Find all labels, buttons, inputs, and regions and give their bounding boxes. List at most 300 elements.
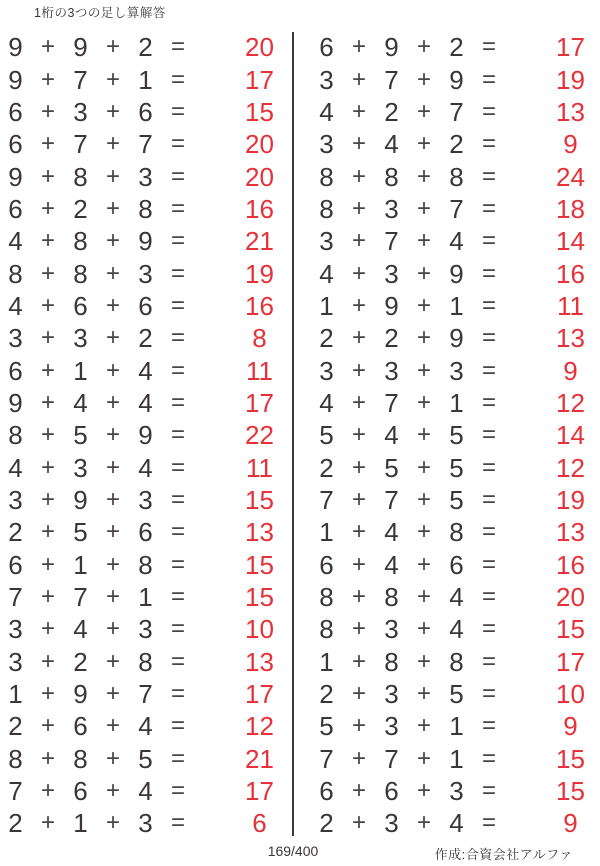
addend-2: 6 — [73, 711, 88, 742]
answer-value: 16 — [556, 549, 585, 580]
addend-2: 9 — [384, 290, 399, 321]
addend-3: 8 — [449, 517, 464, 548]
addend-1: 8 — [319, 582, 334, 613]
answer-value: 20 — [245, 32, 274, 63]
problem-row — [319, 387, 600, 419]
addend-1: 7 — [8, 776, 23, 807]
addend-2: 9 — [73, 32, 88, 63]
addend-2: 7 — [384, 387, 399, 418]
addend-2: 8 — [73, 743, 88, 774]
plus-sign: + — [416, 259, 431, 287]
plus-sign: + — [40, 485, 55, 513]
answer-value: 12 — [245, 711, 274, 742]
addend-3: 4 — [449, 582, 464, 613]
addend-2: 9 — [384, 32, 399, 63]
equals-sign: = — [170, 194, 185, 222]
plus-sign: + — [416, 453, 431, 481]
problem-row — [319, 322, 600, 354]
addend-2: 4 — [384, 420, 399, 451]
answer-value: 17 — [245, 64, 274, 95]
plus-sign: + — [351, 518, 366, 546]
plus-sign: + — [351, 227, 366, 255]
plus-sign: + — [416, 388, 431, 416]
problem-row — [8, 484, 316, 516]
addend-2: 7 — [384, 484, 399, 515]
plus-sign: + — [40, 356, 55, 384]
equals-sign: = — [481, 194, 496, 222]
answer-value: 15 — [556, 614, 585, 645]
addend-1: 9 — [8, 161, 23, 192]
plus-sign: + — [416, 744, 431, 772]
equals-sign: = — [170, 485, 185, 513]
page-title: 1桁の3つの足し算解答 — [34, 6, 166, 20]
equals-sign: = — [481, 227, 496, 255]
problem-row — [319, 646, 600, 678]
addend-2: 1 — [73, 355, 88, 386]
addend-3: 9 — [449, 258, 464, 289]
answer-value: 16 — [556, 258, 585, 289]
equals-sign: = — [170, 162, 185, 190]
plus-sign: + — [40, 324, 55, 352]
problem-row — [319, 225, 600, 257]
answer-value: 13 — [245, 517, 274, 548]
answer-value: 12 — [556, 452, 585, 483]
answer-value: 17 — [556, 32, 585, 63]
plus-sign: + — [40, 680, 55, 708]
problem-row — [319, 743, 600, 775]
problem-row — [8, 128, 316, 160]
plus-sign: + — [40, 744, 55, 772]
plus-sign: + — [351, 130, 366, 158]
problems-column-right — [319, 31, 600, 840]
problem-row — [319, 678, 600, 710]
equals-sign: = — [170, 421, 185, 449]
equals-sign: = — [170, 550, 185, 578]
addend-2: 9 — [73, 484, 88, 515]
addend-2: 4 — [73, 614, 88, 645]
answer-value: 11 — [246, 452, 273, 483]
addend-1: 2 — [319, 452, 334, 483]
addend-2: 7 — [384, 743, 399, 774]
plus-sign: + — [416, 291, 431, 319]
addend-1: 1 — [319, 517, 334, 548]
addend-3: 9 — [449, 64, 464, 95]
equals-sign: = — [170, 583, 185, 611]
addend-2: 8 — [73, 258, 88, 289]
answer-value: 13 — [556, 96, 585, 127]
addend-3: 7 — [138, 129, 153, 160]
plus-sign: + — [40, 65, 55, 93]
equals-sign: = — [170, 615, 185, 643]
plus-sign: + — [105, 227, 120, 255]
addend-2: 7 — [384, 226, 399, 257]
equals-sign: = — [170, 324, 185, 352]
addend-2: 4 — [384, 517, 399, 548]
addend-2: 3 — [384, 808, 399, 839]
addend-2: 8 — [384, 161, 399, 192]
addend-1: 3 — [319, 129, 334, 160]
equals-sign: = — [170, 356, 185, 384]
problem-row — [8, 257, 316, 289]
problem-row — [319, 710, 600, 742]
addend-3: 4 — [138, 452, 153, 483]
problem-row — [319, 63, 600, 95]
plus-sign: + — [40, 130, 55, 158]
addend-1: 6 — [319, 32, 334, 63]
addend-2: 1 — [73, 549, 88, 580]
plus-sign: + — [40, 33, 55, 61]
answer-value: 14 — [556, 226, 585, 257]
addend-1: 5 — [319, 711, 334, 742]
equals-sign: = — [481, 518, 496, 546]
answer-value: 17 — [245, 679, 274, 710]
equals-sign: = — [481, 324, 496, 352]
problem-row — [319, 96, 600, 128]
plus-sign: + — [351, 647, 366, 675]
problem-row — [8, 354, 316, 386]
plus-sign: + — [351, 291, 366, 319]
equals-sign: = — [481, 259, 496, 287]
problem-row — [8, 646, 316, 678]
equals-sign: = — [481, 712, 496, 740]
plus-sign: + — [105, 777, 120, 805]
problem-row — [319, 257, 600, 289]
plus-sign: + — [416, 194, 431, 222]
problem-row — [319, 193, 600, 225]
plus-sign: + — [351, 550, 366, 578]
plus-sign: + — [416, 485, 431, 513]
plus-sign: + — [105, 356, 120, 384]
addend-2: 3 — [73, 452, 88, 483]
equals-sign: = — [170, 809, 185, 837]
addend-2: 3 — [384, 355, 399, 386]
problem-row — [319, 775, 600, 807]
answer-value: 15 — [245, 484, 274, 515]
addend-3: 4 — [138, 776, 153, 807]
answer-value: 15 — [245, 96, 274, 127]
equals-sign: = — [481, 777, 496, 805]
addend-1: 8 — [8, 420, 23, 451]
answer-value: 10 — [556, 679, 585, 710]
addend-1: 7 — [319, 484, 334, 515]
equals-sign: = — [481, 680, 496, 708]
problem-row — [8, 387, 316, 419]
addend-3: 6 — [138, 517, 153, 548]
plus-sign: + — [40, 583, 55, 611]
addend-1: 1 — [319, 290, 334, 321]
addend-3: 8 — [138, 646, 153, 677]
problem-row — [319, 128, 600, 160]
plus-sign: + — [351, 421, 366, 449]
plus-sign: + — [351, 324, 366, 352]
addend-2: 4 — [384, 129, 399, 160]
problem-row — [319, 160, 600, 192]
addend-1: 6 — [8, 549, 23, 580]
column-divider-line — [292, 32, 294, 836]
addend-2: 5 — [73, 517, 88, 548]
addend-2: 4 — [73, 387, 88, 418]
addend-3: 6 — [138, 96, 153, 127]
addend-3: 2 — [138, 323, 153, 354]
addend-1: 9 — [8, 387, 23, 418]
equals-sign: = — [170, 744, 185, 772]
plus-sign: + — [416, 97, 431, 125]
addend-1: 8 — [8, 743, 23, 774]
plus-sign: + — [105, 744, 120, 772]
plus-sign: + — [40, 162, 55, 190]
answer-value: 17 — [245, 776, 274, 807]
answer-value: 18 — [556, 193, 585, 224]
addend-3: 3 — [138, 161, 153, 192]
problem-row — [8, 678, 316, 710]
answer-value: 20 — [556, 582, 585, 613]
addend-2: 8 — [384, 582, 399, 613]
addend-3: 8 — [449, 646, 464, 677]
addend-3: 5 — [449, 452, 464, 483]
plus-sign: + — [351, 356, 366, 384]
equals-sign: = — [481, 485, 496, 513]
addend-3: 3 — [138, 258, 153, 289]
addend-1: 4 — [319, 387, 334, 418]
addend-3: 9 — [138, 226, 153, 257]
addend-1: 6 — [319, 549, 334, 580]
plus-sign: + — [351, 809, 366, 837]
problem-row — [319, 290, 600, 322]
answer-value: 17 — [556, 646, 585, 677]
answer-value: 9 — [563, 355, 578, 386]
plus-sign: + — [105, 712, 120, 740]
equals-sign: = — [481, 421, 496, 449]
addend-2: 6 — [73, 290, 88, 321]
answer-value: 13 — [556, 517, 585, 548]
plus-sign: + — [105, 33, 120, 61]
addend-3: 5 — [449, 484, 464, 515]
plus-sign: + — [40, 550, 55, 578]
addend-3: 6 — [449, 549, 464, 580]
plus-sign: + — [351, 33, 366, 61]
equals-sign: = — [481, 97, 496, 125]
plus-sign: + — [105, 97, 120, 125]
addend-1: 2 — [8, 711, 23, 742]
addend-1: 2 — [8, 808, 23, 839]
problem-row — [8, 160, 316, 192]
plus-sign: + — [416, 550, 431, 578]
addend-2: 2 — [384, 323, 399, 354]
problem-row — [8, 63, 316, 95]
equals-sign: = — [170, 227, 185, 255]
equals-sign: = — [481, 130, 496, 158]
addend-1: 6 — [8, 193, 23, 224]
plus-sign: + — [416, 324, 431, 352]
addend-2: 7 — [73, 129, 88, 160]
addend-3: 3 — [138, 808, 153, 839]
answer-value: 9 — [563, 808, 578, 839]
problem-row — [8, 516, 316, 548]
addend-2: 7 — [384, 64, 399, 95]
addend-3: 6 — [138, 290, 153, 321]
plus-sign: + — [351, 453, 366, 481]
problem-row — [319, 549, 600, 581]
equals-sign: = — [481, 615, 496, 643]
equals-sign: = — [170, 777, 185, 805]
addend-1: 4 — [8, 290, 23, 321]
answer-value: 11 — [557, 290, 584, 321]
addend-1: 9 — [8, 32, 23, 63]
plus-sign: + — [351, 259, 366, 287]
equals-sign: = — [170, 65, 185, 93]
addend-3: 4 — [449, 226, 464, 257]
plus-sign: + — [40, 712, 55, 740]
problem-row — [319, 484, 600, 516]
addend-2: 8 — [384, 646, 399, 677]
equals-sign: = — [170, 97, 185, 125]
answer-value: 15 — [245, 549, 274, 580]
plus-sign: + — [351, 777, 366, 805]
equals-sign: = — [170, 453, 185, 481]
problem-row — [8, 581, 316, 613]
credit-text: 作成:合資会社アルファ — [434, 847, 573, 862]
addend-2: 3 — [384, 679, 399, 710]
equals-sign: = — [481, 744, 496, 772]
plus-sign: + — [416, 809, 431, 837]
addend-1: 3 — [8, 323, 23, 354]
plus-sign: + — [416, 712, 431, 740]
addend-1: 1 — [319, 646, 334, 677]
addend-3: 7 — [449, 96, 464, 127]
addend-2: 3 — [384, 193, 399, 224]
plus-sign: + — [40, 615, 55, 643]
equals-sign: = — [481, 162, 496, 190]
addend-1: 4 — [8, 452, 23, 483]
problem-row — [8, 613, 316, 645]
answer-value: 19 — [556, 484, 585, 515]
equals-sign: = — [481, 33, 496, 61]
addend-2: 2 — [73, 646, 88, 677]
problem-row — [8, 225, 316, 257]
plus-sign: + — [351, 680, 366, 708]
equals-sign: = — [170, 33, 185, 61]
plus-sign: + — [416, 647, 431, 675]
addend-1: 2 — [319, 808, 334, 839]
addend-2: 8 — [73, 161, 88, 192]
addend-3: 4 — [138, 711, 153, 742]
plus-sign: + — [416, 65, 431, 93]
addend-2: 7 — [73, 582, 88, 613]
plus-sign: + — [105, 583, 120, 611]
equals-sign: = — [481, 550, 496, 578]
plus-sign: + — [105, 259, 120, 287]
addend-3: 7 — [449, 193, 464, 224]
problem-row — [319, 419, 600, 451]
addend-1: 2 — [8, 517, 23, 548]
plus-sign: + — [416, 583, 431, 611]
addend-1: 6 — [8, 355, 23, 386]
answer-value: 22 — [245, 420, 274, 451]
addend-3: 8 — [449, 161, 464, 192]
addend-2: 6 — [73, 776, 88, 807]
addend-3: 8 — [138, 193, 153, 224]
addend-1: 2 — [319, 679, 334, 710]
equals-sign: = — [481, 65, 496, 93]
addend-1: 4 — [8, 226, 23, 257]
plus-sign: + — [40, 421, 55, 449]
answer-value: 19 — [245, 258, 274, 289]
addend-2: 3 — [384, 258, 399, 289]
plus-sign: + — [40, 388, 55, 416]
addend-2: 2 — [73, 193, 88, 224]
addend-1: 3 — [8, 646, 23, 677]
equals-sign: = — [481, 647, 496, 675]
addend-3: 7 — [138, 679, 153, 710]
plus-sign: + — [416, 33, 431, 61]
addend-1: 3 — [319, 355, 334, 386]
equals-sign: = — [170, 130, 185, 158]
answer-value: 20 — [245, 129, 274, 160]
addend-2: 3 — [384, 711, 399, 742]
plus-sign: + — [105, 518, 120, 546]
plus-sign: + — [351, 65, 366, 93]
answer-value: 15 — [245, 582, 274, 613]
addend-2: 5 — [384, 452, 399, 483]
addend-1: 3 — [8, 614, 23, 645]
plus-sign: + — [105, 421, 120, 449]
plus-sign: + — [105, 291, 120, 319]
problems-area — [8, 31, 600, 840]
addend-2: 3 — [73, 323, 88, 354]
answer-value: 8 — [252, 323, 267, 354]
addend-2: 7 — [73, 64, 88, 95]
plus-sign: + — [105, 550, 120, 578]
answer-value: 20 — [245, 161, 274, 192]
addend-3: 1 — [449, 711, 464, 742]
addend-3: 1 — [449, 743, 464, 774]
addend-3: 3 — [138, 484, 153, 515]
addend-1: 5 — [319, 420, 334, 451]
plus-sign: + — [416, 356, 431, 384]
problem-row — [319, 807, 600, 839]
problems-column-left — [8, 31, 316, 840]
equals-sign: = — [481, 356, 496, 384]
addend-1: 8 — [319, 193, 334, 224]
answer-value: 11 — [246, 355, 273, 386]
plus-sign: + — [40, 777, 55, 805]
equals-sign: = — [481, 291, 496, 319]
addend-3: 5 — [449, 420, 464, 451]
problem-row — [8, 96, 316, 128]
plus-sign: + — [416, 227, 431, 255]
answer-value: 13 — [556, 323, 585, 354]
addend-1: 3 — [8, 484, 23, 515]
plus-sign: + — [351, 615, 366, 643]
plus-sign: + — [416, 615, 431, 643]
plus-sign: + — [40, 453, 55, 481]
addend-3: 3 — [449, 776, 464, 807]
problem-row — [8, 549, 316, 581]
plus-sign: + — [351, 583, 366, 611]
addend-2: 3 — [73, 96, 88, 127]
problem-row — [8, 31, 316, 63]
plus-sign: + — [105, 453, 120, 481]
addend-3: 5 — [449, 679, 464, 710]
plus-sign: + — [416, 518, 431, 546]
addend-1: 8 — [319, 614, 334, 645]
plus-sign: + — [416, 162, 431, 190]
addend-3: 2 — [138, 32, 153, 63]
plus-sign: + — [351, 162, 366, 190]
answer-value: 6 — [252, 808, 267, 839]
equals-sign: = — [481, 453, 496, 481]
plus-sign: + — [416, 130, 431, 158]
